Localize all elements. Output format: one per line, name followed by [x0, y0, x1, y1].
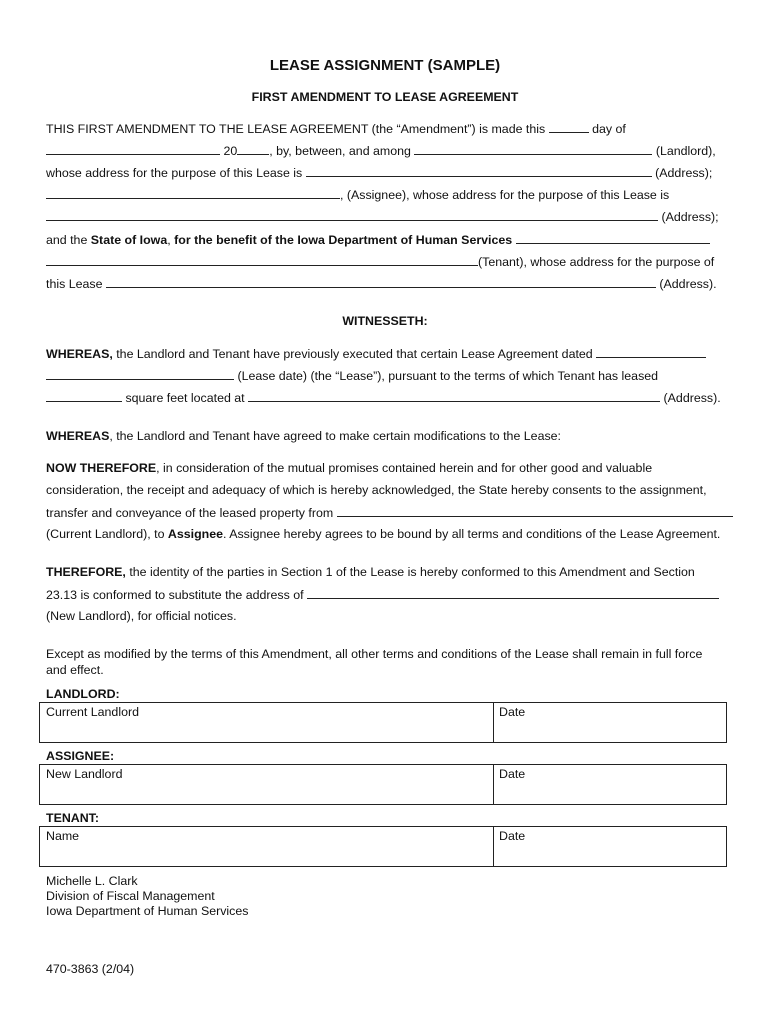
tenant-blank-2[interactable]: [46, 254, 478, 266]
month-blank[interactable]: [46, 143, 220, 155]
tenant-signature-box[interactable]: [39, 826, 727, 867]
witnesseth-heading: WITNESSETH:: [342, 314, 428, 328]
property-address-blank[interactable]: [248, 390, 660, 402]
intro-line-7: (Tenant), whose address for the purpose of: [46, 254, 714, 270]
intro-line-1: THIS FIRST AMENDMENT TO THE LEASE AGREEMENT (the “Amendment”) is made this day of: [46, 122, 626, 136]
contact-division: Division of Fiscal Management: [46, 889, 215, 903]
assignee-signature-box[interactable]: [39, 764, 727, 805]
tenant-signature-label: Name: [46, 829, 80, 843]
assignee-address-blank[interactable]: [46, 209, 658, 221]
now-therefore-line-2: consideration, the receipt and adequacy of which is hereby acknowledged, the State hereby consents to the assignment,: [46, 483, 707, 497]
year-blank[interactable]: [237, 143, 269, 155]
landlord-address-blank[interactable]: [306, 165, 652, 177]
intro-line-6: and the State of Iowa, for the benefit of the Iowa Department of Human Services: [46, 232, 710, 248]
whereas2-line: WHEREAS, the Landlord and Tenant have agreed to make certain modifications to the Lease:: [46, 429, 561, 443]
assignee-blank[interactable]: [46, 187, 340, 199]
contact-name: Michelle L. Clark: [46, 874, 138, 888]
intro-line-8: this Lease (Address).: [46, 277, 717, 291]
current-landlord-blank[interactable]: [337, 505, 733, 517]
whereas1-line-1: WHEREAS, the Landlord and Tenant have previously executed that certain Lease Agreement dated: [46, 346, 706, 362]
now-therefore-line-4: (Current Landlord), to Assignee. Assignee hereby agrees to be bound by all terms and conditions of the Lease Agreement.: [46, 527, 721, 541]
new-landlord-address-blank[interactable]: [307, 587, 719, 599]
landlord-signature-box[interactable]: [39, 702, 727, 743]
landlord-blank[interactable]: [414, 143, 652, 155]
assignee-header: ASSIGNEE:: [46, 749, 115, 763]
lease-date-blank-2[interactable]: [46, 368, 234, 380]
intro-line-3: whose address for the purpose of this Lease is (Address);: [46, 166, 713, 180]
whereas1-line-2: (Lease date) (the “Lease”), pursuant to the terms of which Tenant has leased: [46, 368, 658, 384]
except-line-2: and effect.: [46, 663, 104, 677]
tenant-header: TENANT:: [46, 811, 99, 825]
form-number: 470-3863 (2/04): [46, 962, 135, 976]
intro-line-2: 20 , by, between, and among (Landlord),: [46, 143, 716, 159]
intro-line-4: , (Assignee), whose address for the purpose of this Lease is: [46, 187, 669, 203]
lease-date-blank-1[interactable]: [596, 346, 706, 358]
landlord-date-label: Date: [499, 705, 526, 719]
day-blank[interactable]: [549, 121, 589, 133]
document-subtitle: FIRST AMENDMENT TO LEASE AGREEMENT: [251, 90, 519, 104]
now-therefore-line-1: NOW THEREFORE, in consideration of the mutual promises contained herein and for other good and valuable: [46, 461, 653, 475]
contact-department: Iowa Department of Human Services: [46, 904, 249, 918]
tenant-address-blank[interactable]: [106, 276, 656, 288]
except-line-1: Except as modified by the terms of this Amendment, all other terms and conditions of the Lease shall remain in full force: [46, 647, 703, 661]
now-therefore-line-3: transfer and conveyance of the leased property from: [46, 505, 733, 521]
tenant-date-label: Date: [499, 829, 526, 843]
therefore-line-1: THEREFORE, the identity of the parties in Section 1 of the Lease is hereby conformed to this Amendment and Section: [46, 565, 695, 579]
landlord-header: LANDLORD:: [46, 687, 120, 701]
therefore-line-2: 23.13 is conformed to substitute the address of: [46, 587, 719, 603]
whereas1-line-3: square feet located at (Address).: [46, 390, 721, 406]
square-feet-blank[interactable]: [46, 390, 122, 402]
document-title: LEASE ASSIGNMENT (SAMPLE): [269, 57, 501, 74]
assignee-date-label: Date: [499, 767, 526, 781]
landlord-signature-label: Current Landlord: [46, 705, 139, 719]
intro-line-5: (Address);: [46, 209, 719, 225]
therefore-line-3: (New Landlord), for official notices.: [46, 609, 237, 623]
tenant-blank-1[interactable]: [516, 232, 710, 244]
assignee-signature-label: New Landlord: [46, 767, 123, 781]
